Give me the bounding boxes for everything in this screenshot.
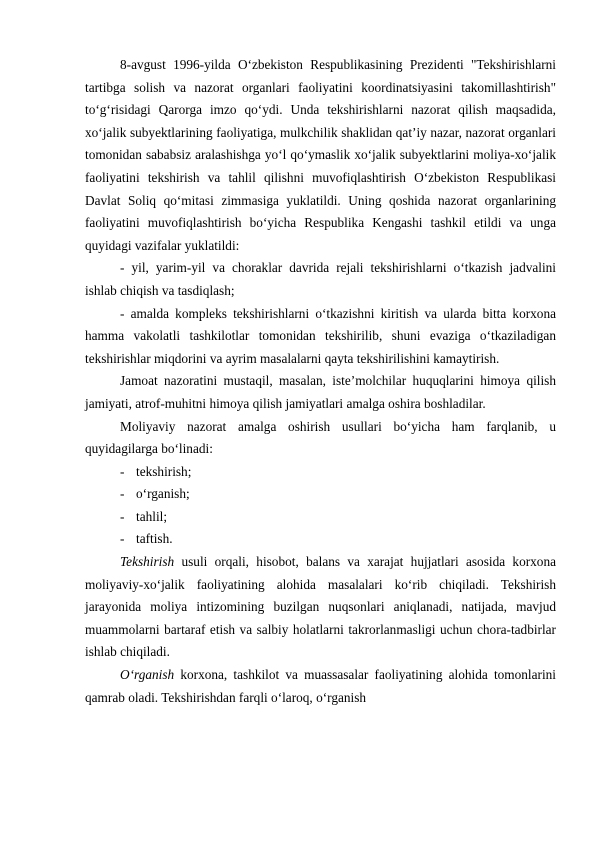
list-item <box>85 506 556 529</box>
term-organish: O‘rganish <box>120 667 175 683</box>
paragraph-organish-definition <box>85 664 556 709</box>
list-dash: - <box>120 531 125 547</box>
paragraph-presidential-decree: 8-avgust 1996-yilda O‘zbekiston Respublikasining Prezidenti "Tekshirishlarni tartibga solish va nazorat organlari faoliyatini koordinatsiyasini takomillashtirish" to‘g‘risidagi Qarorga imzo qo‘ydi. Unda tekshirishlarni nazorat qilish maqsadida, xo‘jalik subyektlarining faoliyatiga, mulkchilik shaklidan qat’iy nazar, nazorat organlari tomonidan sababsiz aralashishga yo‘l qo‘ymaslik xo‘jalik subyektlarini moliya-xo‘jalik faoliyatini tekshirish va tahlil qilishni muvofiqlashtirish O‘zbekiston Respublikasi Davlat Soliq qo‘mitasi zimmasiga yuklatildi. Uning qoshida nazorat organlarining faoliyatini muvofiqlashtirish bo‘yicha Respublika Kengashi tashkil etildi va unga quyidagi vazifalar yuklatildi: <box>85 57 556 253</box>
list-item <box>85 461 556 484</box>
list-item <box>85 528 556 551</box>
list-dash: - <box>120 486 125 502</box>
paragraph-task-schedule: - yil, yarim-yil va choraklar davrida rejali tekshirishlarni o‘tkazish jadvalini ishlab chiqish va tasdiqlash; <box>85 260 556 298</box>
control-methods-list <box>85 461 556 551</box>
term-tekshirish: Tekshirish <box>120 554 175 570</box>
list-dash: - <box>120 463 125 479</box>
paragraph-public-control: Jamoat nazoratini mustaqil, masalan, iste’molchilar huquqlarini himoya qilish jamiyati, atrof-muhitni himoya qilish jamiyatlari amalga oshira boshladilar. <box>85 373 556 411</box>
list-item-text: tahlil; <box>136 508 168 524</box>
paragraph-tekshirish-definition <box>85 551 556 664</box>
list-item-text: o‘rganish; <box>136 486 190 502</box>
list-dash: - <box>120 508 125 524</box>
definition-text: korxona, tashkilot va muassasalar faoliyatining alohida tomonlarini qamrab oladi. Tekshirishdan farqli o‘laroq, o‘rganish <box>85 667 556 705</box>
list-item-text: tekshirish; <box>136 463 192 479</box>
list-item-text: taftish. <box>136 531 173 547</box>
document-body <box>85 54 556 709</box>
paragraph-task-complex-inspections: - amalda kompleks tekshirishlarni o‘tkazishni kiritish va ularda bitta korxona hamma vakolatli tashkilotlar tomonidan tekshirilib, shuni evaziga o‘tkaziladigan tekshirishlar miqdorini va ayrim masalalarni qayta tekshirilishini kamaytirish. <box>85 305 556 366</box>
list-item <box>85 483 556 506</box>
paragraph-control-methods: Moliyaviy nazorat amalga oshirish usullari bo‘yicha ham farqlanib, u quyidagilarga bo‘linadi: <box>85 418 556 457</box>
definition-text: usuli orqali, hisobot, balans va xarajat hujjatlari asosida korxona moliyaviy-xo‘jalik faoliyatining alohida masalalari ko‘rib chiqiladi. Tekshirish jarayonida moliya intizomining buzilgan nuqsonlari aniqlanadi, natijada, mavjud muammolarni bartaraf etish va salbiy holatlarni takrorlanmasligi uchun chora-tadbirlar ishlab chiqiladi. <box>85 554 556 660</box>
